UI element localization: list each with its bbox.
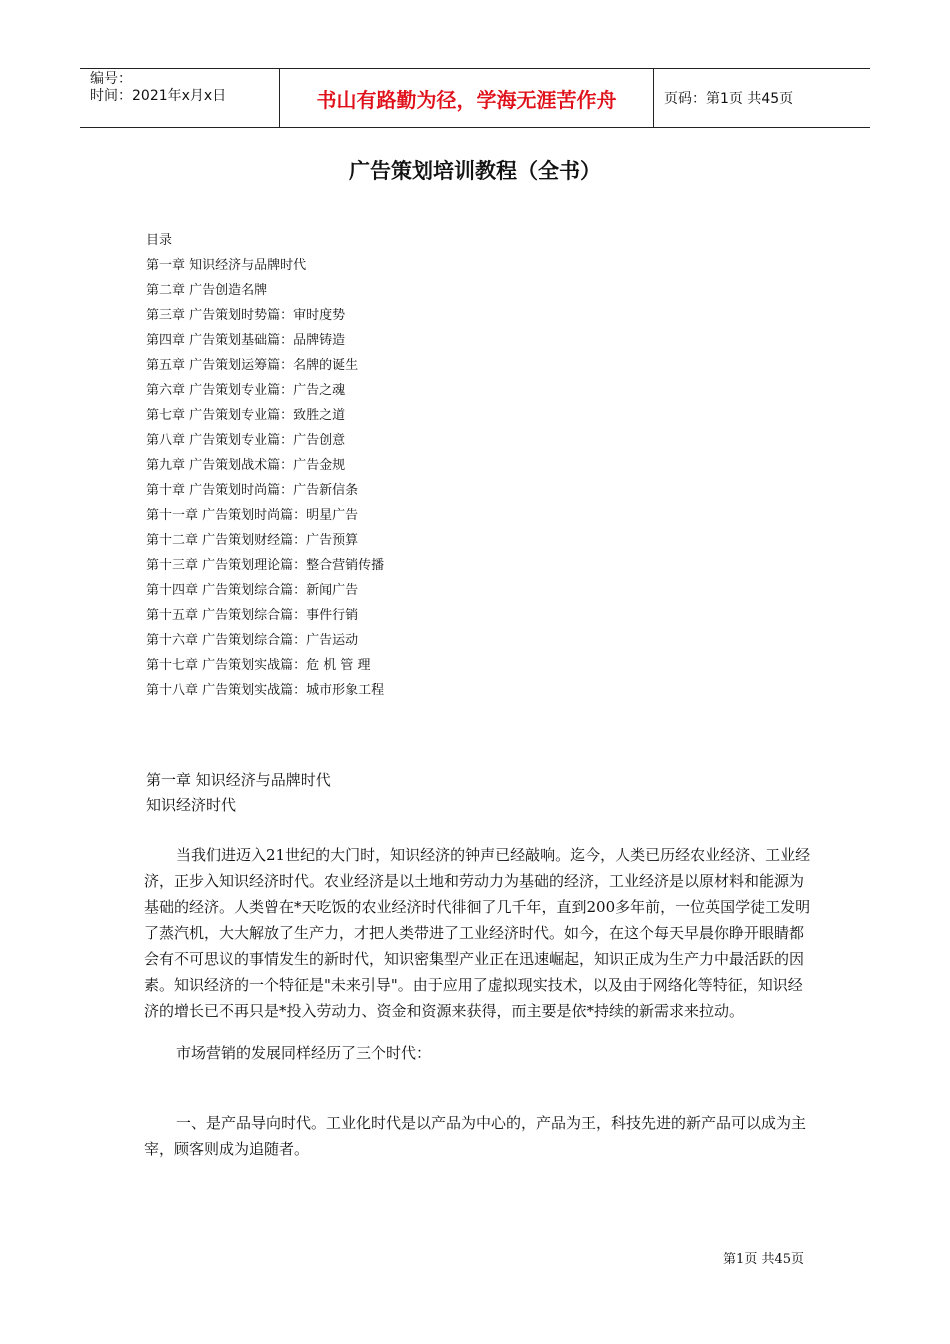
header-meta	[80, 69, 280, 127]
toc-item: 第六章 广告策划专业篇：广告之魂	[146, 383, 346, 398]
toc-item: 第十八章 广告策划实战篇：城市形象工程	[146, 683, 385, 698]
toc-item: 第十七章 广告策划实战篇：危 机 管 理	[146, 658, 371, 673]
toc-item: 第十一章 广告策划时尚篇：明星广告	[146, 508, 359, 523]
toc-item: 第十六章 广告策划综合篇：广告运动	[146, 633, 359, 648]
toc-item: 第十二章 广告策划财经篇：广告预算	[146, 533, 359, 548]
table-of-contents	[146, 228, 384, 703]
time-label: 时间：2021年x月x日	[90, 88, 227, 104]
toc-heading: 目录	[146, 233, 173, 248]
header-motto: 书山有路勤为径，学海无涯苦作舟	[280, 69, 654, 127]
toc-item: 第五章 广告策划运筹篇：名牌的诞生	[146, 358, 359, 373]
chapter-heading: 第一章 知识经济与品牌时代	[146, 771, 331, 789]
toc-item: 第二章 广告创造名牌	[146, 283, 268, 298]
section-heading: 知识经济时代	[146, 796, 237, 814]
toc-item: 第十五章 广告策划综合篇：事件行销	[146, 608, 359, 623]
toc-item: 第九章 广告策划战术篇：广告金规	[146, 458, 346, 473]
toc-item: 第十三章 广告策划理论篇：整合营销传播	[146, 558, 385, 573]
body-paragraph: 当我们进迈入21世纪的大门时，知识经济的钟声已经敲响。迄今，人类已历经农业经济、工业经济，正步入知识经济时代。农业经济是以土地和劳动力为基础的经济，工业经济是以原材料和能源为基础的经济。人类曾在*天吃饭的农业经济时代徘徊了几千年，直到200多年前，一位英国学徒工发明了蒸汽机，大大解放了生产力，才把人类带进了工业经济时代。如今，在这个每天早晨你睁开眼睛都会有不可思议的事情发生的新时代，知识密集型产业正在迅速崛起，知识正成为生产力中最活跃的因素。知识经济的一个特征是"未来引导"。由于应用了虚拟现实技术，以及由于网络化等特征，知识经济的增长已不再只是*投入劳动力、资金和资源来获得，而主要是依*持续的新需求来拉动。	[144, 846, 811, 1020]
toc-item: 第七章 广告策划专业篇：致胜之道	[146, 408, 346, 423]
number-label: 编号：	[90, 71, 132, 87]
chapter-headings	[146, 768, 331, 818]
header-page-info: 页码：第1页 共45页	[664, 91, 794, 107]
toc-item: 第十四章 广告策划综合篇：新闻广告	[146, 583, 359, 598]
toc-item: 第三章 广告策划时势篇：审时度势	[146, 308, 346, 323]
page-footer: 第1页 共45页	[723, 1252, 804, 1267]
toc-item: 第四章 广告策划基础篇：品牌铸造	[146, 333, 346, 348]
body-paragraph: 一、是产品导向时代。工业化时代是以产品为中心的，产品为王，科技先进的新产品可以成为主宰，顾客则成为追随者。	[144, 1114, 807, 1158]
page-header	[80, 68, 870, 128]
document-title: 广告策划培训教程（全书）	[349, 159, 601, 183]
toc-item: 第一章 知识经济与品牌时代	[146, 258, 307, 273]
toc-item: 第十章 广告策划时尚篇：广告新信条	[146, 483, 359, 498]
toc-item: 第八章 广告策划专业篇：广告创意	[146, 433, 346, 448]
body-paragraph: 市场营销的发展同样经历了三个时代：	[176, 1044, 432, 1062]
